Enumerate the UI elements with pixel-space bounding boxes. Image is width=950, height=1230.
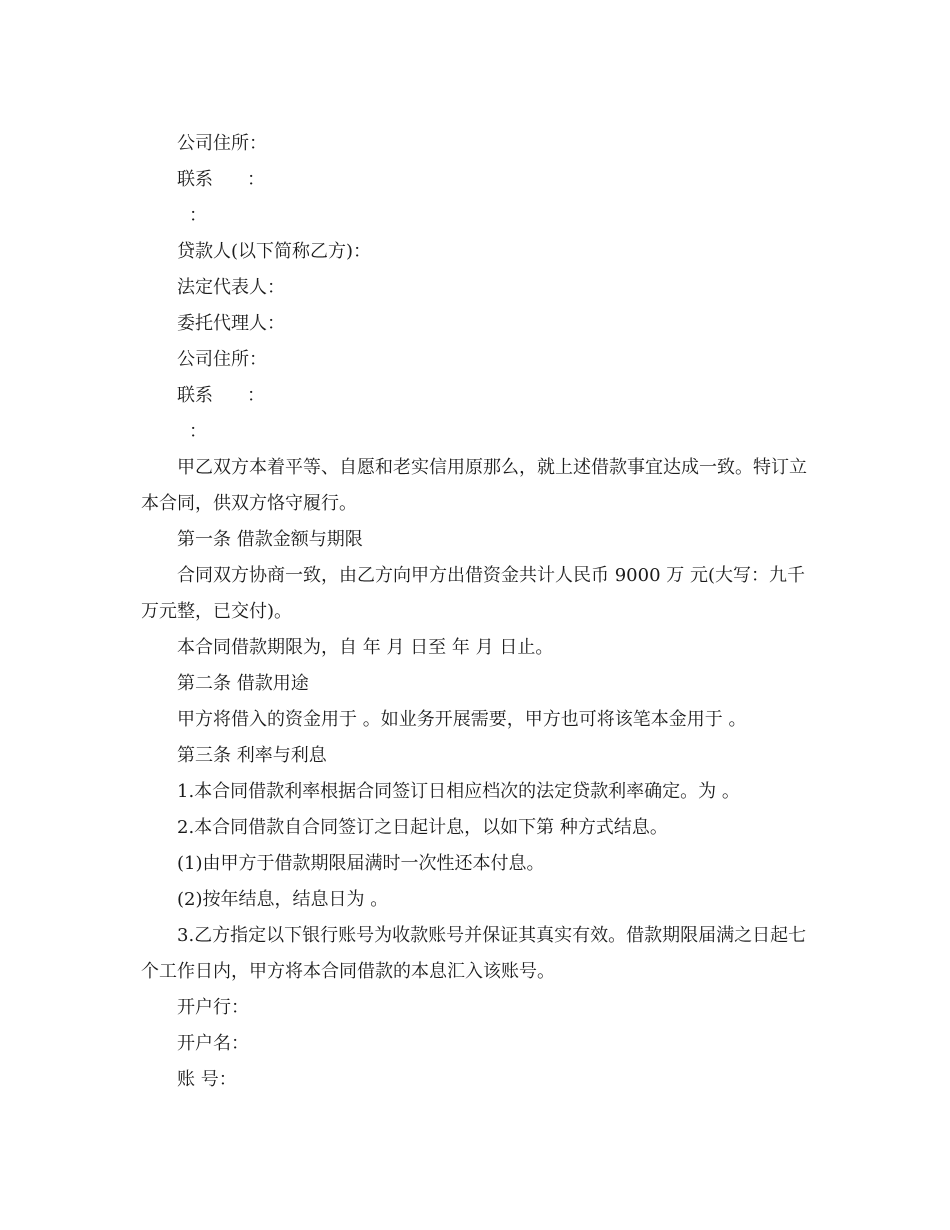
interest-rate-clause: 1.本合同借款利率根据合同签订日相应档次的法定贷款利率确定。为 。 <box>177 781 740 802</box>
contact-text-1: 联系 <box>177 169 213 190</box>
contact-label-1 <box>141 162 813 198</box>
contact-text-2: 联系 <box>177 385 213 406</box>
settlement-option-2: (2)按年结息，结息日为 。 <box>177 889 389 910</box>
authorized-agent-label: 委托代理人： <box>177 313 285 334</box>
preamble-paragraph: 甲乙双方本着平等、自愿和老实信用原那么，就上述借款事宜达成一致。特订立本合同，供双方恪守履行。 <box>141 457 807 514</box>
account-number-label: 账 号： <box>177 1069 237 1090</box>
contract-body <box>141 126 813 1098</box>
account-name-label: 开户名： <box>177 1033 249 1054</box>
blank-colon-line-2: ： <box>189 421 207 442</box>
loan-term-paragraph: 本合同借款期限为，自 年 月 日至 年 月 日止。 <box>177 637 554 658</box>
article-3-heading: 第三条 利率与利息 <box>177 745 327 766</box>
contact-colon-1: ： <box>247 169 265 190</box>
bank-name-label: 开户行： <box>177 997 249 1018</box>
loan-amount-paragraph: 合同双方协商一致，由乙方向甲方出借资金共计人民币 9000 万 元(大写：九千万元整，已交付)。 <box>141 565 805 622</box>
contact-label-2 <box>141 378 813 414</box>
article-2-heading: 第二条 借款用途 <box>177 673 309 694</box>
lender-label: 贷款人(以下简称乙方)： <box>177 241 372 262</box>
company-address-label-2: 公司住所： <box>177 349 267 370</box>
legal-representative-label: 法定代表人： <box>177 277 285 298</box>
settlement-option-1: (1)由甲方于借款期限届满时一次性还本付息。 <box>177 853 545 874</box>
loan-purpose-paragraph: 甲方将借入的资金用于 。如业务开展需要，甲方也可将该笔本金用于 。 <box>177 709 747 730</box>
contact-colon-2: ： <box>247 385 265 406</box>
interest-settlement-clause: 2.本合同借款自合同签订之日起计息，以如下第 种方式结息。 <box>177 817 668 838</box>
bank-account-clause: 3.乙方指定以下银行账号为收款账号并保证其真实有效。借款期限届满之日起七个工作日内，甲方将本合同借款的本息汇入该账号。 <box>141 925 807 982</box>
article-1-heading: 第一条 借款金额与期限 <box>177 529 363 550</box>
blank-colon-line-1: ： <box>189 205 207 226</box>
company-address-label-1: 公司住所： <box>177 133 267 154</box>
